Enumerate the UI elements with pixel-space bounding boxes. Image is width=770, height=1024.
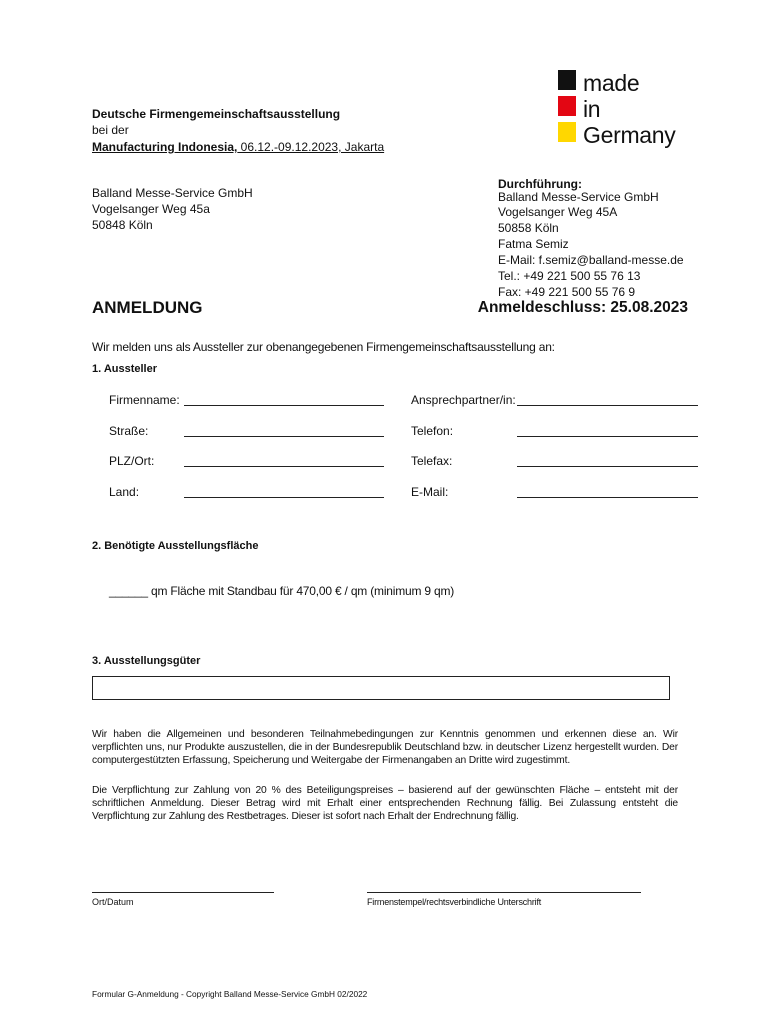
logo-word-in: in [583,96,601,122]
ansprechpartner-field[interactable] [517,405,698,406]
label-ansprechpartner: Ansprechpartner/in: [411,393,516,407]
intro-text: Wir melden uns als Aussteller zur obenangegebenen Firmengemeinschaftsausstellung an: [92,340,555,354]
flag-red-square [558,96,576,116]
plz-ort-field[interactable] [184,466,384,467]
organizer-fax: Fax: +49 221 500 55 76 9 [498,285,636,299]
label-strasse: Straße: [109,424,149,438]
label-land: Land: [109,485,140,499]
event-dates: 06.12.-09.12.2023, Jakarta [237,140,385,154]
land-field[interactable] [184,497,384,498]
exhibits-input-box[interactable] [92,676,670,700]
terms-paragraph-2: Die Verpflichtung zur Zahlung von 20 % des Beteiligungspreises – basierend auf der gewünschten Fläche – entsteht mit der schriftlichen Anmeldung. Dieser Betrag wird mit Erhalt einer entsprechenden Rechnung fällig. Bei Zulassung entsteht die Verpflichtung zur Zahlung des Restbetrages. Dieser ist sofort nach Erhalt der Endrechnung fällig. [92,785,678,822]
organizer-line: Fatma Semiz [498,237,569,251]
label-email: E-Mail: [411,485,449,499]
organizer-heading: Durchführung: [498,177,582,191]
sender-line: Balland Messe-Service GmbH [92,186,253,200]
sender-line: 50848 Köln [92,218,153,232]
section3-heading: 3. Ausstellungsgüter [92,655,201,667]
terms-paragraph-1: Wir haben die Allgemeinen und besonderen Teilnahmebedingungen zur Kenntnis genommen und erkennen diese an. Wir verpflichten uns, nur Produkte auszustellen, die in der Bundesrepublik Deutschland bzw. in deutscher Lizenz hergestellt wurden. Der computergestützten Erfassung, Speicherung und Weitergabe der Firmenangaben an Dritte wird zugestimmt. [92,729,678,766]
place-date-label: Ort/Datum [92,897,134,907]
footer-copyright: Formular G-Anmeldung - Copyright Balland Messe-Service GmbH 02/2022 [92,989,368,999]
place-date-line[interactable] [92,892,274,893]
registration-deadline: Anmeldeschluss: 25.08.2023 [477,299,688,316]
sender-address [92,185,253,233]
telefax-field[interactable] [517,466,698,467]
header-title: Deutsche Firmengemeinschaftsausstellung [92,107,341,121]
organizer-line: Vogelsanger Weg 45A [498,205,618,219]
email-field[interactable] [517,497,698,498]
section2-heading: 2. Benötigte Ausstellungsfläche [92,540,259,552]
firmenname-field[interactable] [184,405,384,406]
organizer-line: Balland Messe-Service GmbH [498,190,659,204]
signature-line[interactable] [367,892,641,893]
strasse-field[interactable] [184,436,384,437]
header-line2: bei der [92,123,129,137]
flag-black-square [558,70,576,90]
logo-word-made: made [583,70,640,96]
label-telefon: Telefon: [411,424,454,438]
event-name: Manufacturing Indonesia, [92,140,238,154]
label-firmenname: Firmenname: [109,393,180,407]
area-field-text[interactable]: ______ qm Fläche mit Standbau für 470,00 € / qm (minimum 9 qm) [109,584,455,598]
flag-gold-square [558,122,576,142]
telefon-field[interactable] [517,436,698,437]
event-line [92,140,384,154]
label-telefax: Telefax: [411,454,453,468]
page-title: ANMELDUNG [92,298,203,317]
organizer-line: 50858 Köln [498,221,559,235]
signature-label: Firmenstempel/rechtsverbindliche Unterschrift [367,897,542,907]
section1-heading: 1. Aussteller [92,363,158,375]
organizer-phone: Tel.: +49 221 500 55 76 13 [498,269,641,283]
organizer-email[interactable]: E-Mail: f.semiz@balland-messe.de [498,253,684,267]
sender-line: Vogelsanger Weg 45a [92,202,210,216]
organizer-block [498,178,684,300]
label-plz-ort: PLZ/Ort: [109,454,155,468]
logo-word-germany: Germany [583,122,676,148]
